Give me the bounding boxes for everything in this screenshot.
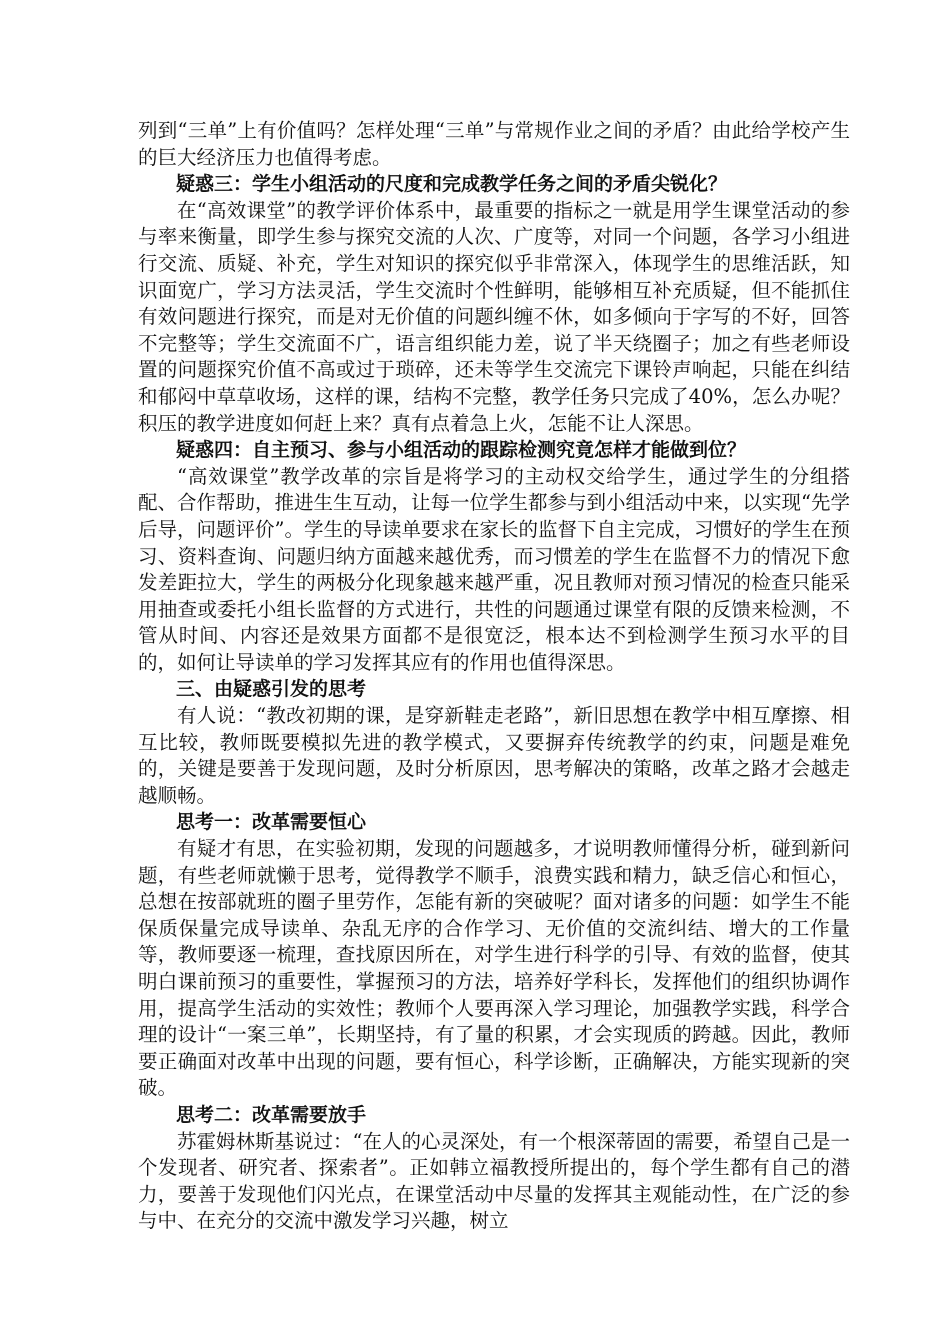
- heading-reflection-one: 思考一：改革需要恒心: [176, 811, 367, 834]
- section-heading-reflections: 三、由疑惑引发的思考: [176, 678, 367, 701]
- paragraph-continuation: 列到“三单”上有价值吗？怎样处理“三单”与常规作业之间的矛盾？由此给学校产生的巨大经济压力也值得考虑。: [138, 119, 850, 169]
- paragraph-reflections-intro: 有人说：“教改初期的课，是穿新鞋走老路”，新旧思想在教学中相互摩擦、相互比较，教师既要模拟先进的教学模式，又要摒弃传统教学的约束，问题是难免的，关键是要善于发现问题，及时分析原因，思考解决的策略，改革之路才会越走越顺畅。: [138, 704, 850, 807]
- heading-reflection-two: 思考二：改革需要放手: [176, 1103, 367, 1126]
- paragraph-reflection-one: 有疑才有思，在实验初期，发现的问题越多，才说明教师懂得分析，碰到新问题，有些老师就懒于思考，觉得教学不顺手，浪费实践和精力，缺乏信心和恒心，总想在按部就班的圈子里劳作，怎能有新的突破呢？面对诸多的问题：如学生不能保质保量完成导读单、杂乱无序的合作学习、无价值的交流纠结、增大的工作量等，教师要逐一梳理，查找原因所在，对学生进行科学的引导、有效的监督，使其明白课前预习的重要性，掌握预习的方法，培养好学科长，发挥他们的组织协调作用，提高学生活动的实效性；教师个人要再深入学习理论，加强教学实践，科学合理的设计“一案三单”，长期坚持，有了量的积累，才会实现质的跨越。因此，教师要正确面对改革中出现的问题，要有恒心，科学诊断，正确解决，方能实现新的突破。: [138, 837, 850, 1100]
- paragraph-doubt-four: “高效课堂”教学改革的宗旨是将学习的主动权交给学生，通过学生的分组搭配、合作帮助，推进生生互动，让每一位学生都参与到小组活动中来，以实现“先学后导，问题评价”。学生的导读单要求在家长的监督下自主完成，习惯好的学生在预习、资料查询、问题归纳方面越来越优秀，而习惯差的学生在监督不力的情况下愈发差距拉大，学生的两极分化现象越来越严重，况且教师对预习情况的检查只能采用抽查或委托小组长监督的方式进行，共性的问题通过课堂有限的反馈来检测，不管从时间、内容还是效果方面都不是很宽泛，根本达不到检测学生预习水平的目的，如何让导读单的学习发挥其应有的作用也值得深思。: [138, 464, 850, 674]
- heading-doubt-three: 疑惑三：学生小组活动的尺度和完成教学任务之间的矛盾尖锐化？: [176, 173, 728, 196]
- paragraph-reflection-two: 苏霍姆林斯基说过：“在人的心灵深处，有一个根深蒂固的需要，希望自己是一个发现者、研究者、探索者”。正如韩立福教授所提出的，每个学生都有自己的潜力，要善于发现他们闪光点，在课堂活动中尽量的发挥其主观能动性，在广泛的参与中、在充分的交流中激发学习兴趣，树立: [138, 1129, 850, 1233]
- heading-doubt-four: 疑惑四：自主预习、参与小组活动的跟踪检测究竟怎样才能做到位？: [176, 439, 747, 462]
- paragraph-doubt-three: 在“高效课堂”的教学评价体系中，最重要的指标之一就是用学生课堂活动的参与率来衡量，即学生参与探究交流的人次、广度等，对同一个问题，各学习小组进行交流、质疑、补充，学生对知识的探究似乎非常深入，体现学生的思维活跃，知识面宽广，学习方法灵活，学生交流时个性鲜明，能够相互补充质疑，但不能抓住有效问题进行探究，而是对无价值的问题纠缠不休，如多倾向于字写的不好，回答不完整等；学生交流面不广，语言组织能力差，说了半天绕圈子；加之有些老师设置的问题探究价值不高或过于琐碎，还未等学生交流完下课铃声响起，只能在纠结和郁闷中草草收场，这样的课，结构不完整，教学任务只完成了40%，怎么办呢？积压的教学进度如何赶上来？真有点着急上火，怎能不让人深思。: [138, 198, 850, 435]
